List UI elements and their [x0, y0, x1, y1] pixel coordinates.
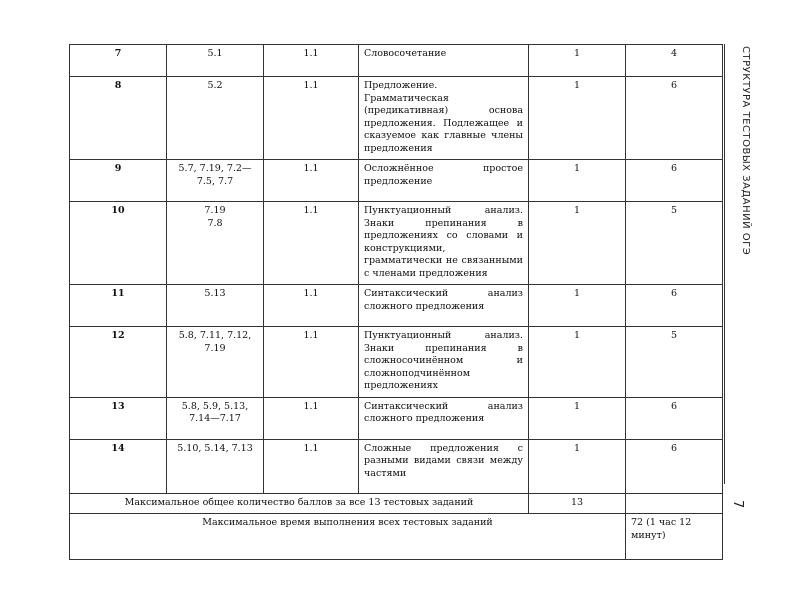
task-number: 12	[70, 327, 167, 398]
table-row	[70, 327, 723, 398]
task-topic: Предложение. Грамматическая (предикативная) основа предложения. Подлежащее и сказуемое как главные члены предложения	[359, 77, 529, 160]
time-minutes: 6	[626, 285, 723, 327]
requirement-code: 1.1	[264, 397, 359, 439]
total-points-value: 13	[529, 493, 626, 514]
max-points: 1	[529, 45, 626, 77]
table-row	[70, 77, 723, 160]
task-number: 10	[70, 202, 167, 285]
table-row	[70, 160, 723, 202]
time-minutes: 4	[626, 45, 723, 77]
content-code-line: 7.5, 7.7	[196, 175, 234, 187]
task-number: 7	[70, 45, 167, 77]
max-points: 1	[529, 285, 626, 327]
content-codes	[167, 202, 264, 285]
content-code-line: 7.19	[204, 205, 226, 216]
content-codes	[167, 397, 264, 439]
total-points-row	[70, 493, 723, 514]
time-minutes: 6	[626, 77, 723, 160]
table-row	[70, 397, 723, 439]
content-codes	[167, 160, 264, 202]
content-codes	[167, 285, 264, 327]
max-points: 1	[529, 397, 626, 439]
total-points-label: Максимальное общее количество баллов за все 13 тестовых заданий	[70, 493, 529, 514]
task-topic: Словосочетание	[359, 45, 529, 77]
side-divider	[724, 44, 725, 484]
requirement-code: 1.1	[264, 439, 359, 493]
task-number: 14	[70, 439, 167, 493]
table-row	[70, 202, 723, 285]
max-points: 1	[529, 327, 626, 398]
total-points-empty-cell	[626, 493, 723, 514]
task-topic: Синтаксический анализ сложного предложения	[359, 285, 529, 327]
time-minutes: 6	[626, 160, 723, 202]
task-number: 8	[70, 77, 167, 160]
content-code-line: 5.1	[207, 48, 223, 59]
task-topic: Синтаксический анализ сложного предложения	[359, 397, 529, 439]
content-codes	[167, 439, 264, 493]
max-points: 1	[529, 439, 626, 493]
task-structure-table	[69, 44, 723, 560]
requirement-code: 1.1	[264, 202, 359, 285]
task-number: 9	[70, 160, 167, 202]
running-head: СТРУКТУРА ТЕСТОВЫХ ЗАДАНИЙ ОГЭ	[740, 46, 751, 256]
total-time-value: 72 (1 час 12 минут)	[626, 514, 723, 560]
time-minutes: 6	[626, 397, 723, 439]
content-code-line: 5.7, 7.19, 7.2—	[178, 163, 252, 174]
content-code-line: 5.10, 5.14, 7.13	[177, 442, 253, 454]
content-code-line: 5.13	[204, 288, 226, 299]
content-codes	[167, 327, 264, 398]
task-topic: Сложные предложения с разными видами связи между частями	[359, 439, 529, 493]
task-topic: Пунктуационный анализ. Знаки препинания в сложносочинённом и сложноподчинённом предложениях	[359, 327, 529, 398]
content-code-line: 7.8	[207, 217, 223, 229]
table-row	[70, 285, 723, 327]
task-topic: Осложнённое простое предложение	[359, 160, 529, 202]
requirement-code: 1.1	[264, 77, 359, 160]
content-code-line: 5.8, 7.11, 7.12,	[178, 330, 252, 341]
content-codes	[167, 45, 264, 77]
max-points: 1	[529, 202, 626, 285]
requirement-code: 1.1	[264, 45, 359, 77]
table-row	[70, 45, 723, 77]
content-codes	[167, 77, 264, 160]
total-time-label: Максимальное время выполнения всех тестовых заданий	[70, 514, 626, 560]
task-topic: Пунктуационный анализ. Знаки препинания в предложениях со словами и конструкциями, грамматически не связанными с членами предложения	[359, 202, 529, 285]
table-body	[70, 45, 723, 494]
content-code-line: 7.19	[204, 342, 226, 354]
content-code-line: 5.8, 5.9, 5.13,	[181, 400, 249, 412]
max-points: 1	[529, 77, 626, 160]
table-row	[70, 439, 723, 493]
task-number: 13	[70, 397, 167, 439]
time-minutes: 5	[626, 202, 723, 285]
requirement-code: 1.1	[264, 327, 359, 398]
page-number: 7	[730, 500, 745, 509]
content-code-line: 5.2	[207, 80, 223, 91]
content-code-line: 7.14—7.17	[189, 413, 241, 424]
max-points: 1	[529, 160, 626, 202]
time-minutes: 5	[626, 327, 723, 398]
requirement-code: 1.1	[264, 160, 359, 202]
requirement-code: 1.1	[264, 285, 359, 327]
time-minutes: 6	[626, 439, 723, 493]
task-number: 11	[70, 285, 167, 327]
total-time-row	[70, 514, 723, 560]
